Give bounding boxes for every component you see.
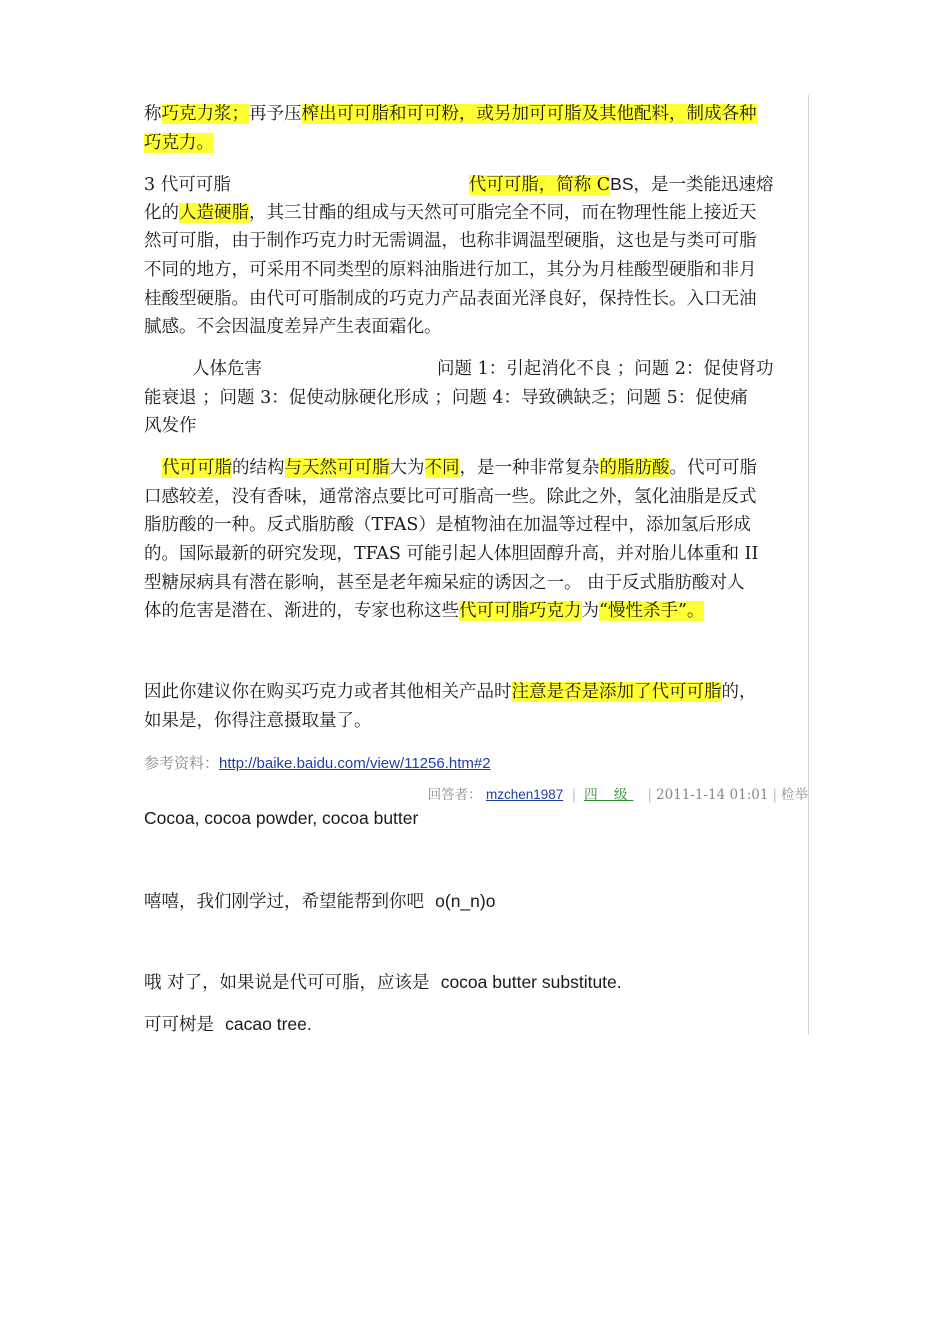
text: 问题 1：引起消化不良 ；问题 2：促使肾功: [437, 359, 774, 379]
highlight: 榨出可可脂和可可粉，或另加可可脂及其他配料，制成各种: [301, 104, 757, 124]
text: o(n_n)o: [435, 891, 496, 911]
text-line: 腻感。不会因温度差异产生表面霜化。: [144, 317, 442, 338]
text-line: 桂酸型硬脂。由代可可脂制成的巧克力产品表面光泽良好，保持性长。入口无油: [144, 288, 757, 309]
section-heading: 人体危害: [192, 359, 262, 379]
reference-link[interactable]: http://baike.baidu.com/view/11256.htm#2: [219, 755, 491, 772]
text-line: 风发作: [144, 416, 197, 437]
text: 为: [581, 601, 599, 622]
answer-meta: [428, 783, 808, 803]
text: 哦 对了，如果说是代可可脂，应该是: [144, 973, 430, 993]
text: ，是一种非常复杂: [459, 458, 600, 478]
text-line: 如果是，你得注意摄取量了。: [144, 710, 372, 731]
text-line: 不同的地方，可采用不同类型的原料油脂进行加工，其分为月桂酸型硬脂和非月: [144, 260, 757, 281]
answer2-line-2: [144, 888, 495, 913]
text: 大为: [389, 458, 425, 478]
text: cacao tree.: [225, 1014, 312, 1034]
text: 可可树是: [144, 1015, 214, 1035]
answer-time: 2011-1-14 01:01: [655, 787, 769, 803]
answerer-username-link[interactable]: mzchen1987: [485, 787, 564, 802]
highlight: 巧克力。: [144, 132, 214, 153]
text: BS，是一类能迅速熔: [610, 174, 774, 194]
reference: [144, 752, 491, 773]
text: 再予压: [249, 104, 302, 124]
highlight: 不同: [424, 458, 460, 478]
answer2-line-3: [144, 969, 622, 994]
paragraph-fatty-acids: [144, 454, 808, 626]
highlight: 代可可脂: [162, 458, 232, 478]
highlight: 注意是否是添加了代可可脂: [511, 682, 722, 702]
text-line: 然可可脂，由于制作巧克力时无需调温，也称非调温型硬脂，这也是与类可可脂: [144, 231, 757, 252]
text: 因此你建议你在购买巧克力或者其他相关产品时: [144, 682, 512, 702]
separator: |: [772, 787, 777, 803]
text: 体的危害是潜在、渐进的，专家也称这些: [144, 601, 459, 622]
paragraph-chocolate-process: [144, 100, 808, 157]
highlight: “慢性杀手”。: [599, 601, 705, 622]
section-heading: 3 代可可脂: [144, 175, 231, 195]
text: 。代可可脂: [669, 458, 757, 478]
paragraph-cbs: [144, 170, 808, 342]
text: cocoa butter substitute.: [440, 972, 622, 992]
paragraph-advice: [144, 678, 808, 735]
answer2-line-1: Cocoa, cocoa powder, cocoa butter: [144, 808, 419, 828]
text-line: 能衰退 ；问题 3：促使动脉硬化形成 ；问题 4：导致碘缺乏；问题 5：促使痛: [144, 387, 748, 408]
answerer-label: 回答者：: [427, 787, 482, 803]
text: 称: [144, 104, 162, 124]
paragraph-health-hazards: [144, 355, 808, 441]
text-line: 脂肪酸的一种。反式脂肪酸（TFAS）是植物油在加温等过程中，添加氢后形成: [144, 515, 751, 536]
highlight: 代可可脂巧克力: [459, 601, 582, 622]
separator: |: [647, 787, 652, 803]
highlight: 人造硬脂: [179, 202, 249, 223]
report-link[interactable]: 检举: [781, 787, 808, 803]
text: 嘻嘻，我们刚学过，希望能帮到你吧: [144, 892, 424, 912]
text-line: 口感较差，没有香味，通常溶点要比可可脂高一些。除此之外，氢化油脂是反式: [144, 486, 757, 507]
text-line: 的。国际最新的研究发现，TFAS 可能引起人体胆固醇升高，并对胎儿体重和 II: [144, 544, 759, 565]
answer2-line-4: [144, 1011, 312, 1036]
highlight: 巧克力浆；: [161, 104, 249, 124]
highlight: 与天然可可脂: [284, 458, 390, 478]
text: 化的: [144, 202, 179, 223]
text: 的结构: [232, 458, 285, 478]
column-divider: [808, 95, 809, 1035]
text: 的，: [721, 682, 757, 702]
highlight: 的脂肪酸: [599, 458, 670, 478]
user-level-link[interactable]: 四 级: [584, 787, 634, 803]
reference-label: 参考资料：: [144, 754, 220, 772]
highlight: 代可可脂，简称 C: [468, 175, 611, 195]
text-line: 型糖尿病具有潜在影响，甚至是老年痴呆症的诱因之一。 由于反式脂肪酸对人: [144, 572, 745, 593]
text: ，其三甘酯的组成与天然可可脂完全不同，而在物理性能上接近天: [249, 202, 757, 223]
separator: |: [571, 787, 577, 803]
